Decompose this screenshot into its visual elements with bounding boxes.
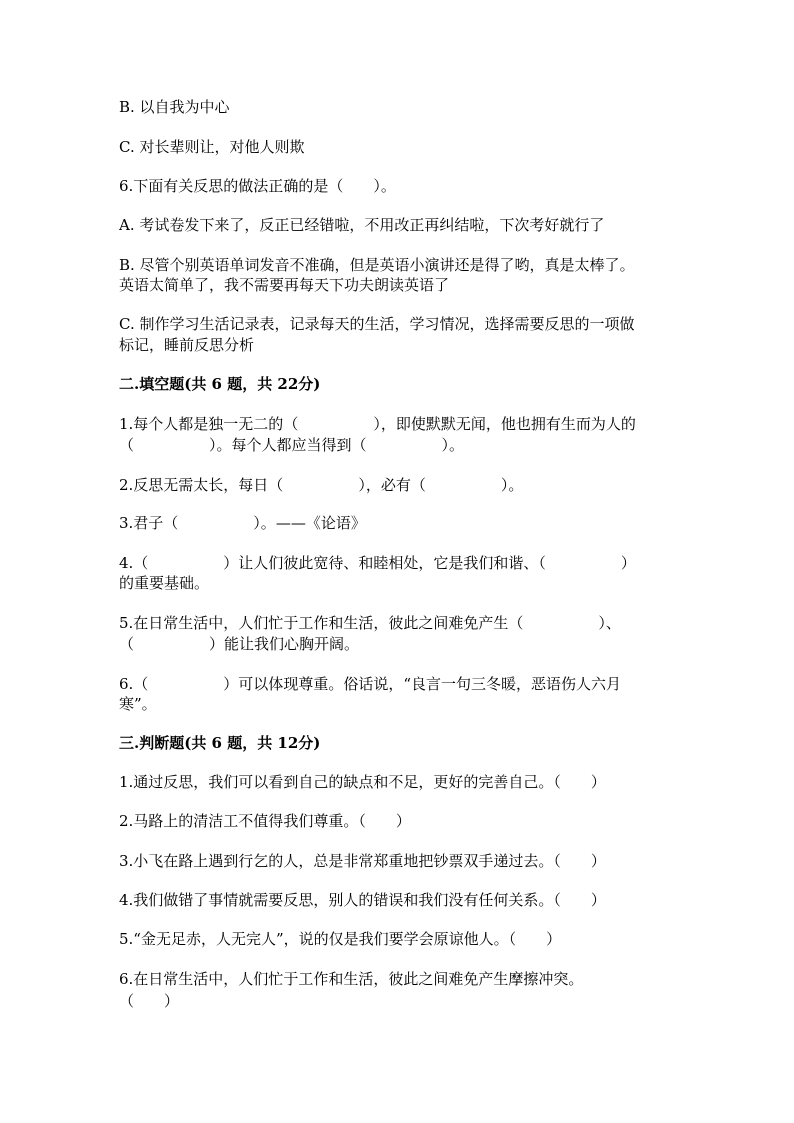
judge-question-3: 3.小飞在路上遇到行乞的人，总是非常郑重地把钞票双手递过去。（ ） bbox=[119, 852, 606, 870]
question-6-option-b-line1: B. 尽管个别英语单词发音不准确，但是英语小演讲还是得了哟，真是太棒了。 bbox=[119, 256, 635, 274]
option-c-elders: C. 对长辈则让，对他人则欺 bbox=[119, 138, 305, 156]
judge-section-title: 三.判断题(共 6 题，共 12分) bbox=[119, 734, 321, 752]
judge-question-4: 4.我们做错了事情就需要反思，别人的错误和我们没有任何关系。（ ） bbox=[119, 891, 606, 909]
fill-question-4-line1: 4.（ ）让人们彼此宽待、和睦相处，它是我们和谐、（ ） bbox=[119, 554, 636, 572]
fill-question-3: 3.君子（ ）。——《论语》 bbox=[119, 514, 366, 532]
fill-question-5-line2: （ ）能让我们心胸开阔。 bbox=[119, 635, 360, 653]
fill-question-1-line1: 1.每个人都是独一无二的（ ），即使默默无闻，他也拥有生而为人的 bbox=[119, 415, 636, 433]
judge-question-5: 5.“金无足赤，人无完人”，说的仅是我们要学会原谅他人。（ ） bbox=[119, 930, 562, 948]
judge-question-1: 1.通过反思，我们可以看到自己的缺点和不足，更好的完善自己。（ ） bbox=[119, 773, 606, 791]
judge-question-2: 2.马路上的清洁工不值得我们尊重。（ ） bbox=[119, 812, 411, 830]
judge-question-6-line1: 6.在日常生活中，人们忙于工作和生活，彼此之间难免产生摩擦冲突。 bbox=[119, 970, 584, 988]
question-6-option-c-line1: C. 制作学习生活记录表，记录每天的生活，学习情况，选择需要反思的一项做 bbox=[119, 315, 635, 333]
question-6-option-b-line2: 英语太简单了，我不需要再每天下功夫朗读英语了 bbox=[119, 276, 450, 294]
question-6-option-a: A. 考试卷发下来了，反正已经错啦，不用改正再纠结啦，下次考好就行了 bbox=[119, 216, 605, 234]
fill-question-6-line1: 6.（ ）可以体现尊重。俗话说，“良言一句三冬暖，恶语伤人六月 bbox=[119, 675, 621, 693]
fill-question-5-line1: 5.在日常生活中，人们忙于工作和生活，彼此之间难免产生（ ）、 bbox=[119, 614, 621, 632]
fill-section-title: 二.填空题(共 6 题，共 22分) bbox=[119, 375, 321, 393]
option-b-self-centered: B. 以自我为中心 bbox=[119, 98, 230, 116]
question-6-stem: 6.下面有关反思的做法正确的是（ ）。 bbox=[119, 177, 396, 195]
fill-question-1-line2: （ ）。每个人都应当得到（ ）。 bbox=[119, 436, 465, 454]
question-6-option-c-line2: 标记，睡前反思分析 bbox=[119, 336, 255, 354]
judge-question-6-line2: （ ） bbox=[119, 992, 180, 1010]
fill-question-6-line2: 寒”。 bbox=[119, 695, 157, 713]
fill-question-4-line2: 的重要基础。 bbox=[119, 574, 210, 592]
fill-question-2: 2.反思无需太长，每日（ ），必有（ ）。 bbox=[119, 476, 524, 494]
